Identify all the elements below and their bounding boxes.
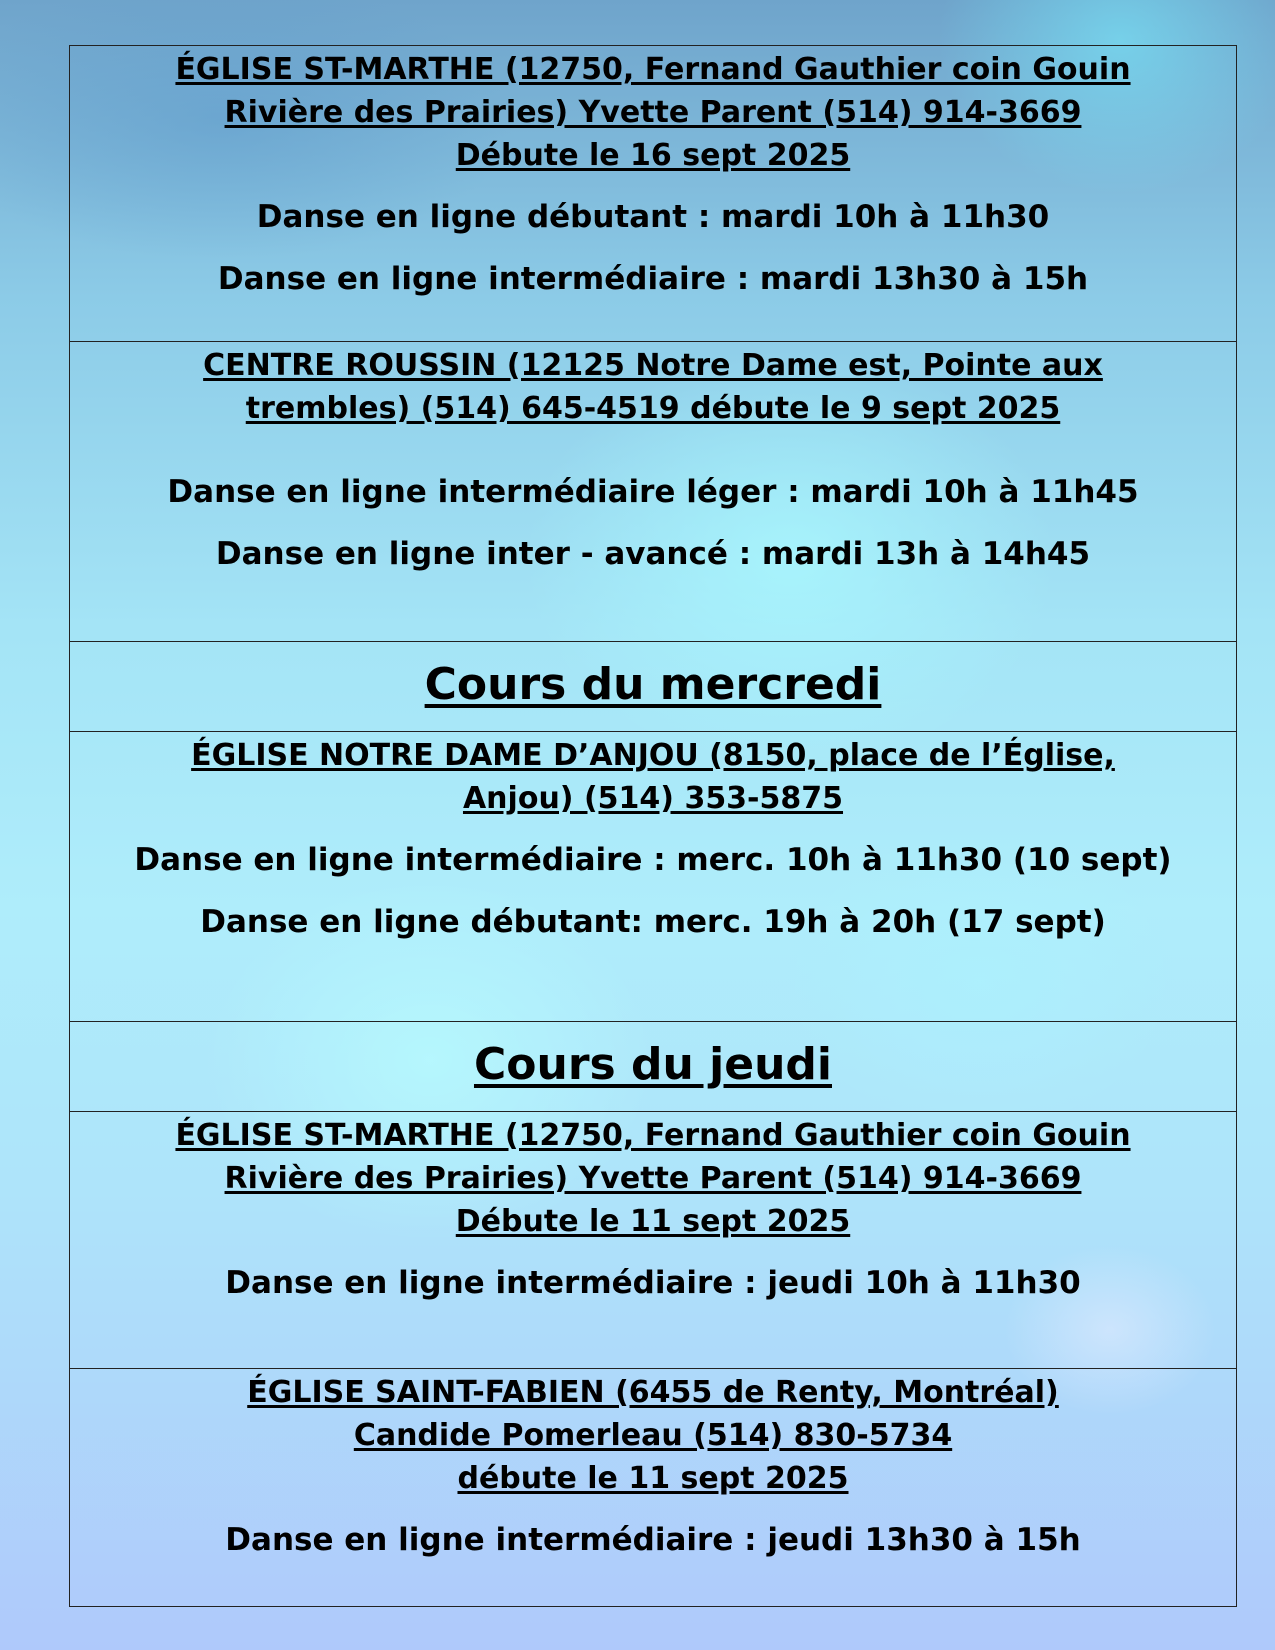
class-schedule: Danse en ligne intermédiaire : merc. 10h à 11h30 (10 sept): [134, 842, 1172, 878]
class-schedule: Danse en ligne débutant: merc. 19h à 20h (17 sept): [200, 904, 1106, 940]
venue-header: [70, 46, 1236, 177]
venue-row-st-marthe-thursday: [70, 1111, 1236, 1368]
class-schedule: Danse en ligne intermédiaire : mardi 13h30 à 15h: [217, 261, 1089, 297]
venue-line: débute le 11 sept 2025: [457, 1461, 849, 1496]
venue-header: [70, 1112, 1236, 1243]
venue-line: trembles) (514) 645-4519 débute le 9 sept 2025: [245, 391, 1061, 426]
schedule-table: [69, 45, 1237, 1607]
venue-line: ÉGLISE ST-MARTHE (12750, Fernand Gauthier coin Gouin: [175, 1118, 1131, 1153]
venue-line: ÉGLISE ST-MARTHE (12750, Fernand Gauthier coin Gouin: [175, 52, 1131, 87]
venue-line: Débute le 11 sept 2025: [455, 1204, 851, 1239]
section-heading: Cours du jeudi: [473, 1039, 832, 1090]
class-schedule: Danse en ligne intermédiaire : jeudi 10h à 11h30: [225, 1265, 1081, 1301]
section-heading: Cours du mercredi: [424, 659, 882, 710]
venue-line: Candide Pomerleau (514) 830-5734: [353, 1418, 953, 1453]
class-schedule: Danse en ligne intermédiaire léger : mardi 10h à 11h45: [167, 474, 1139, 510]
class-schedule: Danse en ligne débutant : mardi 10h à 11h30: [256, 199, 1050, 235]
venue-line: ÉGLISE SAINT-FABIEN (6455 de Renty, Montréal): [247, 1375, 1059, 1410]
venue-row-st-marthe-tuesday: [70, 46, 1236, 341]
venue-header: [70, 732, 1236, 820]
venue-row-centre-roussin: [70, 341, 1236, 641]
venue-header: [70, 342, 1236, 430]
venue-line: Rivière des Prairies) Yvette Parent (514) 914-3669: [224, 1161, 1082, 1196]
venue-line: CENTRE ROUSSIN (12125 Notre Dame est, Pointe aux: [203, 348, 1103, 383]
venue-line: Débute le 16 sept 2025: [455, 138, 851, 173]
venue-line: ÉGLISE NOTRE DAME D’ANJOU (8150, place de l’Église,: [191, 738, 1115, 773]
venue-header: [70, 1369, 1236, 1500]
venue-line: Rivière des Prairies) Yvette Parent (514) 914-3669: [224, 95, 1082, 130]
class-schedule: Danse en ligne inter - avancé : mardi 13h à 14h45: [215, 536, 1091, 572]
class-schedule: Danse en ligne intermédiaire : jeudi 13h30 à 15h: [225, 1522, 1081, 1558]
venue-line: Anjou) (514) 353-5875: [462, 781, 844, 816]
day-heading-row-wednesday: [70, 641, 1236, 731]
day-heading-row-thursday: [70, 1021, 1236, 1111]
venue-row-notre-dame-anjou: [70, 731, 1236, 1021]
venue-row-saint-fabien: [70, 1368, 1236, 1606]
